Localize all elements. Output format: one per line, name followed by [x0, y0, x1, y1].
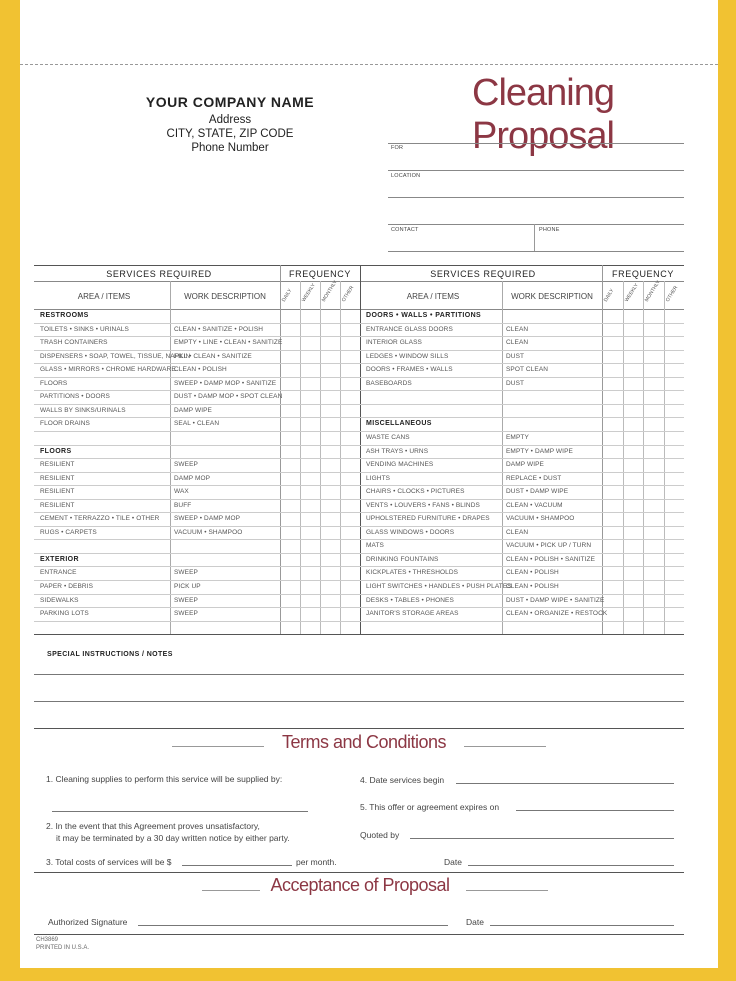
- work-description: EMPTY: [506, 433, 529, 441]
- work-description: CLEAN: [506, 339, 529, 347]
- area-items-header-left: AREA / ITEMS: [77, 292, 131, 301]
- table-row[interactable]: [364, 526, 684, 540]
- work-description: CLEAN • VACUUM: [506, 501, 563, 509]
- perforation-line: [20, 64, 718, 65]
- area-item: VENDING MACHINES: [366, 461, 434, 469]
- area-item: VENTS • LOUVERS • FANS • BLINDS: [366, 501, 480, 509]
- area-item: LEDGES • WINDOW SILLS: [366, 352, 449, 360]
- work-description: DUST • DAMP WIPE • SANITIZE: [506, 596, 605, 604]
- frequency-col-daily-right: DAILY: [602, 287, 616, 303]
- area-item: BASEBOARDS: [366, 379, 412, 387]
- frequency-header-left: FREQUENCY: [289, 269, 351, 279]
- frequency-header-right: FREQUENCY: [612, 269, 674, 279]
- terms-rule-left: [172, 746, 264, 747]
- frequency-col-other-right: OTHER: [664, 284, 679, 303]
- area-item: PARTITIONS • DOORS: [40, 393, 110, 401]
- center-divider: [360, 265, 361, 634]
- work-description-header-left: WORK DESCRIPTION: [184, 292, 266, 301]
- quoted-by-label: Quoted by: [360, 830, 400, 840]
- notes-line-1[interactable]: [34, 674, 684, 675]
- printed-in: PRINTED IN U.S.A.: [36, 945, 90, 951]
- area-item: JANITOR'S STORAGE AREAS: [366, 610, 459, 618]
- area-item: GLASS WINDOWS • DOORS: [366, 528, 455, 536]
- frequency-col-weekly-left: WEEKLY: [300, 282, 317, 303]
- table-row[interactable]: [38, 512, 360, 526]
- work-description: EMPTY • LINE • CLEAN • SANITIZE: [174, 339, 283, 347]
- area-item: SIDEWALKS: [40, 596, 79, 604]
- location-field[interactable]: [388, 197, 684, 198]
- frequency-col-monthly-left: MONTHLY: [320, 279, 339, 303]
- work-description: CLEAN • POLISH: [506, 583, 559, 590]
- area-item: DRINKING FOUNTAINS: [366, 555, 439, 563]
- area-items-header-right: AREA / ITEMS: [406, 292, 460, 301]
- table-row[interactable]: [38, 417, 360, 431]
- area-item: TOILETS • SINKS • URINALS: [40, 325, 129, 333]
- table-row[interactable]: [38, 580, 360, 594]
- company-phone: Phone Number: [191, 142, 269, 154]
- table-row[interactable]: [38, 404, 360, 418]
- contact-divider: [534, 224, 535, 252]
- acceptance-title: Acceptance of Proposal: [270, 875, 450, 895]
- work-description: SPOT CLEAN: [506, 366, 549, 374]
- section-heading: EXTERIOR: [40, 555, 79, 563]
- area-item: RESILIENT: [40, 501, 75, 509]
- area-item: ENTRANCE GLASS DOORS: [366, 325, 453, 333]
- table-row[interactable]: [364, 404, 684, 418]
- section-heading: RESTROOMS: [40, 312, 89, 319]
- services-required-header-left: SERVICES REQUIRED: [106, 269, 212, 279]
- table-row[interactable]: [38, 553, 360, 567]
- term-3a: 3. Total costs of services will be $: [46, 857, 172, 867]
- table-row[interactable]: [38, 431, 360, 445]
- table-row[interactable]: [364, 621, 684, 635]
- frequency-col-monthly-right: MONTHLY: [643, 279, 662, 303]
- table-row[interactable]: [364, 607, 684, 621]
- acceptance-rule-left: [202, 890, 260, 891]
- table-row[interactable]: [364, 594, 684, 608]
- special-instructions-label: SPECIAL INSTRUCTIONS / NOTES: [47, 651, 173, 658]
- frequency-col-other-left: OTHER: [340, 284, 356, 303]
- acceptance-date-label: Date: [466, 917, 484, 927]
- area-item: RESILIENT: [40, 488, 75, 496]
- work-description: SWEEP • DAMP MOP • SANITIZE: [174, 379, 277, 387]
- table-row[interactable]: [364, 580, 684, 594]
- area-item: PAPER • DEBRIS: [40, 583, 94, 590]
- contact-field[interactable]: [388, 251, 684, 252]
- work-description: CLEAN: [506, 528, 529, 536]
- term-4: 4. Date services begin: [360, 775, 445, 785]
- work-description: DUST • DAMP WIPE: [506, 488, 569, 496]
- table-row[interactable]: [364, 336, 684, 350]
- area-item: GLASS • MIRRORS • CHROME HARDWARE: [40, 366, 176, 374]
- table-row[interactable]: [38, 607, 360, 621]
- section-heading: DOORS • WALLS • PARTITIONS: [366, 312, 482, 319]
- work-description: BUFF: [174, 501, 192, 509]
- table-bottom-rule: [34, 634, 684, 635]
- table-row[interactable]: [364, 309, 684, 323]
- area-item: FLOOR DRAINS: [40, 420, 90, 428]
- area-item: LIGHT SWITCHES • HANDLES • PUSH PLATES: [366, 583, 512, 590]
- area-item: RESILIENT: [40, 474, 75, 482]
- table-row[interactable]: [38, 566, 360, 580]
- total-cost-field[interactable]: [182, 865, 292, 866]
- work-description: FILL • CLEAN • SANITIZE: [174, 352, 252, 360]
- area-item: ASH TRAYS • URNS: [366, 447, 429, 455]
- work-description: SWEEP: [174, 610, 198, 618]
- table-row[interactable]: [364, 431, 684, 445]
- table-row[interactable]: [364, 472, 684, 486]
- table-row[interactable]: [364, 350, 684, 364]
- table-row[interactable]: [364, 539, 684, 553]
- table-row[interactable]: [38, 390, 360, 404]
- table-row[interactable]: [364, 485, 684, 499]
- term-1: 1. Cleaning supplies to perform this service will be supplied by:: [46, 774, 283, 784]
- supplied-by-field[interactable]: [52, 811, 308, 812]
- term-2b: it may be terminated by a 30 day written notice by either party.: [56, 833, 290, 843]
- work-description: DAMP MOP: [174, 474, 211, 482]
- form-title: Cleaning Proposal: [472, 72, 614, 157]
- work-description: CLEAN • SANITIZE • POLISH: [174, 325, 264, 333]
- expires-field[interactable]: [516, 810, 674, 811]
- company-name: YOUR COMPANY NAME: [145, 94, 315, 110]
- work-description: SEAL • CLEAN: [174, 420, 220, 428]
- table-row[interactable]: [38, 350, 360, 364]
- acceptance-date-field[interactable]: [490, 925, 674, 926]
- contact-label: CONTACT: [391, 227, 419, 233]
- notes-line-2[interactable]: [34, 701, 684, 702]
- terms-bottom-rule: [34, 872, 684, 873]
- area-item: RUGS • CARPETS: [40, 528, 97, 536]
- date-begin-field[interactable]: [456, 783, 674, 784]
- work-description: EMPTY • DAMP WIPE: [506, 447, 573, 455]
- table-row[interactable]: [364, 377, 684, 391]
- area-item: WASTE CANS: [366, 433, 410, 441]
- company-block: [80, 95, 380, 155]
- divider-top: [388, 143, 684, 144]
- table-row[interactable]: [38, 539, 360, 553]
- area-item: CHAIRS • CLOCKS • PICTURES: [366, 488, 465, 496]
- table-row[interactable]: [38, 499, 360, 513]
- work-description: DAMP WIPE: [506, 461, 544, 469]
- frequency-col-weekly-right: WEEKLY: [623, 282, 640, 303]
- area-item: LIGHTS: [366, 474, 391, 482]
- section-heading: MISCELLANEOUS: [366, 420, 432, 428]
- location-field-2[interactable]: [388, 224, 684, 225]
- work-description: CLEAN: [506, 325, 529, 333]
- term-5: 5. This offer or agreement expires on: [360, 802, 500, 812]
- area-item: PARKING LOTS: [40, 610, 89, 618]
- work-description-header-right: WORK DESCRIPTION: [511, 292, 593, 301]
- table-row[interactable]: [38, 377, 360, 391]
- area-item: ENTRANCE: [40, 569, 77, 577]
- work-description: VACUUM • SHAMPOO: [506, 515, 575, 523]
- table-top-rule: [34, 265, 684, 266]
- work-description: DAMP WIPE: [174, 406, 212, 414]
- work-description: VACUUM • PICK UP / TURN: [506, 542, 592, 550]
- work-description: SWEEP: [174, 569, 198, 577]
- frequency-col-daily-left: DAILY: [280, 287, 294, 303]
- area-item: RESILIENT: [40, 461, 75, 469]
- form-code: CH3869: [36, 937, 59, 943]
- terms-title: Terms and Conditions: [281, 732, 447, 752]
- work-description: CLEAN • POLISH • SANITIZE: [506, 555, 596, 563]
- work-description: DUST: [506, 379, 525, 387]
- table-row[interactable]: [364, 323, 684, 337]
- terms-date-label: Date: [444, 857, 462, 867]
- acceptance-bottom-rule: [34, 934, 684, 935]
- table-row[interactable]: [38, 323, 360, 337]
- area-item: FLOORS: [40, 379, 68, 387]
- work-description: PICK UP: [174, 583, 201, 590]
- table-row[interactable]: [364, 553, 684, 567]
- table-row[interactable]: [364, 363, 684, 377]
- services-required-header-right: SERVICES REQUIRED: [430, 269, 536, 279]
- signature-field[interactable]: [138, 925, 448, 926]
- work-description: CLEAN • POLISH: [506, 569, 559, 577]
- terms-date-field[interactable]: [468, 865, 674, 866]
- area-item: TRASH CONTAINERS: [40, 339, 108, 347]
- table-row[interactable]: [364, 458, 684, 472]
- work-description: REPLACE • DUST: [506, 474, 562, 482]
- table-row[interactable]: [364, 512, 684, 526]
- table-row[interactable]: [364, 417, 684, 431]
- company-city: CITY, STATE, ZIP CODE: [166, 128, 294, 140]
- work-description: VACUUM • SHAMPOO: [174, 528, 243, 536]
- for-field[interactable]: [388, 170, 684, 171]
- work-description: SWEEP: [174, 596, 198, 604]
- table-row[interactable]: [364, 390, 684, 404]
- notes-line-3[interactable]: [34, 728, 684, 729]
- acceptance-rule-right: [466, 890, 548, 891]
- area-item: DESKS • TABLES • PHONES: [366, 596, 454, 604]
- phone-label: PHONE: [539, 227, 560, 233]
- for-label: FOR: [391, 145, 404, 151]
- area-item: CEMENT • TERRAZZO • TILE • OTHER: [40, 515, 160, 523]
- area-item: UPHOLSTERED FURNITURE • DRAPES: [366, 515, 490, 523]
- area-item: KICKPLATES • THRESHOLDS: [366, 569, 459, 577]
- area-item: MATS: [366, 542, 384, 550]
- terms-rule-right: [464, 746, 546, 747]
- table-row[interactable]: [364, 499, 684, 513]
- section-heading: FLOORS: [40, 447, 72, 455]
- signature-label: Authorized Signature: [48, 917, 128, 927]
- table-row[interactable]: [364, 445, 684, 459]
- table-row[interactable]: [38, 526, 360, 540]
- area-item: WALLS BY SINKS/URINALS: [40, 406, 126, 414]
- term-2a: 2. In the event that this Agreement proves unsatisfactory,: [46, 821, 260, 831]
- table-row[interactable]: [38, 485, 360, 499]
- table-row[interactable]: [38, 458, 360, 472]
- quoted-by-field[interactable]: [410, 838, 674, 839]
- table-header-rule: [34, 281, 684, 282]
- area-item: DISPENSERS • SOAP, TOWEL, TISSUE, NAPKIN: [40, 352, 191, 360]
- table-row[interactable]: [38, 445, 360, 459]
- table-row[interactable]: [38, 594, 360, 608]
- area-item: INTERIOR GLASS: [366, 339, 422, 347]
- table-row[interactable]: [38, 309, 360, 323]
- proposal-form: [20, 0, 718, 968]
- area-item: DOORS • FRAMES • WALLS: [366, 366, 453, 374]
- work-description: SWEEP • DAMP MOP: [174, 515, 241, 523]
- company-address: Address: [208, 114, 252, 126]
- table-row[interactable]: [38, 363, 360, 377]
- work-description: CLEAN • POLISH: [174, 366, 227, 374]
- work-description: CLEAN • ORGANIZE • RESTOCK: [506, 610, 608, 618]
- work-description: DUST • DAMP MOP • SPOT CLEAN: [174, 393, 283, 401]
- table-row[interactable]: [38, 336, 360, 350]
- work-description: SWEEP: [174, 461, 198, 469]
- term-3b: per month.: [296, 857, 337, 867]
- table-row[interactable]: [38, 621, 360, 635]
- work-description: DUST: [506, 352, 525, 360]
- table-row[interactable]: [38, 472, 360, 486]
- work-description: WAX: [174, 488, 189, 496]
- location-label: LOCATION: [391, 173, 421, 179]
- table-row[interactable]: [364, 566, 684, 580]
